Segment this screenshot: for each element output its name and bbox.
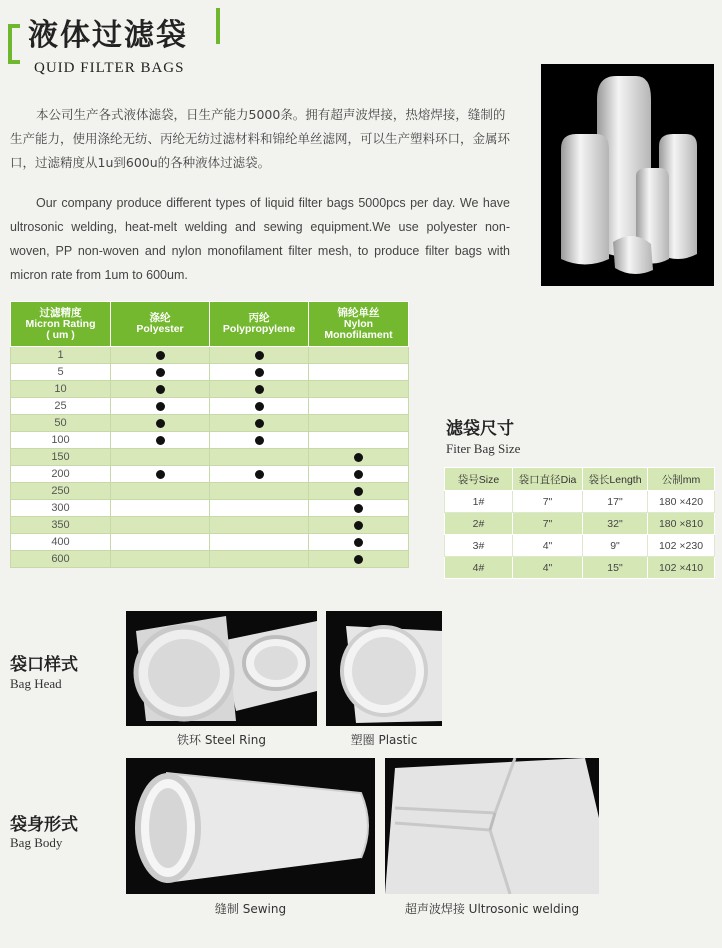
filled-dot-icon [255, 402, 264, 411]
header-micron-rating: 过滤精度 Micron Rating ( um ) [11, 302, 111, 347]
size-cell: 1# [445, 491, 513, 513]
polypropylene-cell [210, 381, 309, 398]
filled-dot-icon [156, 385, 165, 394]
filled-dot-icon [354, 470, 363, 479]
size-cell: 7" [513, 491, 583, 513]
polypropylene-cell [210, 415, 309, 432]
size-table-header-row [445, 468, 715, 491]
polyester-cell [111, 432, 210, 449]
filled-dot-icon [156, 368, 165, 377]
polypropylene-cell [210, 449, 309, 466]
size-cell: 4# [445, 557, 513, 579]
title-bracket-left [8, 24, 20, 64]
filled-dot-icon [255, 351, 264, 360]
size-row [445, 557, 715, 579]
header-metric: 公制mm [648, 468, 715, 491]
nylon-cell [309, 449, 409, 466]
micron-row [11, 364, 409, 381]
micron-row [11, 534, 409, 551]
size-cell: 2# [445, 513, 513, 535]
micron-row [11, 483, 409, 500]
filled-dot-icon [156, 419, 165, 428]
micron-rating-cell: 200 [11, 466, 111, 483]
micron-row [11, 381, 409, 398]
filled-dot-icon [156, 402, 165, 411]
polyester-cell [111, 466, 210, 483]
polypropylene-cell [210, 517, 309, 534]
polyester-cell [111, 500, 210, 517]
polypropylene-cell [210, 500, 309, 517]
nylon-cell [309, 534, 409, 551]
polypropylene-cell [210, 347, 309, 364]
size-cell: 7" [513, 513, 583, 535]
polyester-cell [111, 381, 210, 398]
filled-dot-icon [156, 351, 165, 360]
micron-table-body [11, 347, 409, 568]
size-cell: 102 ×230 [648, 535, 715, 557]
micron-rating-cell: 300 [11, 500, 111, 517]
nylon-cell [309, 517, 409, 534]
polypropylene-cell [210, 551, 309, 568]
size-row [445, 535, 715, 557]
steel-ring-photo [126, 611, 317, 726]
page-subtitle: QUID FILTER BAGS [34, 60, 185, 76]
filter-bags-photo [541, 64, 714, 286]
polyester-cell [111, 483, 210, 500]
filled-dot-icon [255, 470, 264, 479]
nylon-cell [309, 500, 409, 517]
filled-dot-icon [255, 368, 264, 377]
bag-body-title: 袋身形式 [10, 815, 78, 835]
micron-table-header-row [11, 302, 409, 347]
ultrasonic-bag-photo [385, 758, 599, 894]
micron-row [11, 398, 409, 415]
filled-dot-icon [354, 487, 363, 496]
polyester-cell [111, 398, 210, 415]
bag-head-subtitle: Bag Head [10, 676, 62, 691]
micron-rating-cell: 250 [11, 483, 111, 500]
micron-row [11, 517, 409, 534]
size-table-body [445, 491, 715, 579]
polypropylene-cell [210, 466, 309, 483]
bag-size-table [444, 467, 715, 579]
nylon-cell [309, 483, 409, 500]
sewing-caption: 缝制 Sewing [214, 902, 287, 916]
polyester-cell [111, 534, 210, 551]
filled-dot-icon [354, 555, 363, 564]
micron-row [11, 500, 409, 517]
ultrasonic-caption: 超声波焊接 Ultrosonic welding [404, 902, 580, 916]
filled-dot-icon [255, 385, 264, 394]
polyester-cell [111, 449, 210, 466]
size-cell: 102 ×410 [648, 557, 715, 579]
filled-dot-icon [354, 453, 363, 462]
micron-rating-cell: 25 [11, 398, 111, 415]
polyester-cell [111, 347, 210, 364]
title-bracket-right [212, 8, 220, 44]
micron-rating-cell: 1 [11, 347, 111, 364]
filled-dot-icon [354, 538, 363, 547]
polypropylene-cell [210, 483, 309, 500]
header-dia: 袋口直径Dia [513, 468, 583, 491]
filled-dot-icon [354, 504, 363, 513]
nylon-cell [309, 381, 409, 398]
filled-dot-icon [156, 470, 165, 479]
steel-ring-caption: 铁环 Steel Ring [177, 733, 266, 747]
size-cell: 4" [513, 557, 583, 579]
nylon-cell [309, 398, 409, 415]
micron-rating-cell: 150 [11, 449, 111, 466]
size-row [445, 513, 715, 535]
sewing-bag-photo [126, 758, 375, 894]
nylon-cell [309, 364, 409, 381]
header-size: 袋号Size [445, 468, 513, 491]
nylon-cell [309, 551, 409, 568]
intro-chinese: 本公司生产各式液体滤袋，日生产能力5000条。拥有超声波焊接，热熔焊接，缝制的生产能力，使用涤纶无纺、丙纶无纺过滤材料和锦纶单丝滤网，可以生产塑料环口，金属环口，过滤精度从1u到600u的各种液体过滤袋。 [10, 107, 511, 170]
filled-dot-icon [156, 436, 165, 445]
polypropylene-cell [210, 534, 309, 551]
micron-row [11, 551, 409, 568]
size-cell: 180 ×810 [648, 513, 715, 535]
header-nylon: 锦纶单丝 Nylon Monofilament [309, 302, 409, 347]
size-cell: 32" [583, 513, 648, 535]
nylon-cell [309, 466, 409, 483]
micron-rating-cell: 350 [11, 517, 111, 534]
bag-head-title: 袋口样式 [10, 655, 78, 675]
micron-rating-cell: 400 [11, 534, 111, 551]
size-cell: 9" [583, 535, 648, 557]
intro-english: Our company produce different types of liquid filter bags 5000pcs per day. We have ultrosonic welding, heat-melt welding and sewing equipment.We use polyester non-woven, PP non-woven and nylon monofilament filter mesh, to produce filter bags with micron rate from 1um to 600um. [10, 196, 510, 282]
nylon-cell [309, 415, 409, 432]
filled-dot-icon [255, 436, 264, 445]
nylon-cell [309, 432, 409, 449]
micron-row [11, 415, 409, 432]
filled-dot-icon [255, 419, 264, 428]
polypropylene-cell [210, 364, 309, 381]
micron-rating-table [10, 301, 409, 568]
size-subtitle: Fiter Bag Size [446, 441, 521, 456]
size-cell: 4" [513, 535, 583, 557]
micron-rating-cell: 100 [11, 432, 111, 449]
size-cell: 180 ×420 [648, 491, 715, 513]
polyester-cell [111, 415, 210, 432]
micron-rating-cell: 5 [11, 364, 111, 381]
size-cell: 3# [445, 535, 513, 557]
micron-row [11, 432, 409, 449]
header-polypropylene: 丙纶 Polypropylene [210, 302, 309, 347]
size-cell: 15" [583, 557, 648, 579]
micron-row [11, 347, 409, 364]
filled-dot-icon [354, 521, 363, 530]
nylon-cell [309, 347, 409, 364]
size-title: 滤袋尺寸 [446, 419, 514, 439]
polyester-cell [111, 364, 210, 381]
polypropylene-cell [210, 432, 309, 449]
size-cell: 17" [583, 491, 648, 513]
plastic-ring-caption: 塑圈 Plastic [350, 733, 418, 747]
micron-rating-cell: 600 [11, 551, 111, 568]
micron-rating-cell: 50 [11, 415, 111, 432]
size-row [445, 491, 715, 513]
polyester-cell [111, 517, 210, 534]
header-length: 袋长Length [583, 468, 648, 491]
bag-body-subtitle: Bag Body [10, 835, 63, 850]
micron-row [11, 449, 409, 466]
micron-row [11, 466, 409, 483]
polypropylene-cell [210, 398, 309, 415]
plastic-ring-photo [326, 611, 442, 726]
micron-rating-cell: 10 [11, 381, 111, 398]
header-polyester: 涤纶 Polyester [111, 302, 210, 347]
page-title: 液体过滤袋 [28, 18, 188, 53]
polyester-cell [111, 551, 210, 568]
